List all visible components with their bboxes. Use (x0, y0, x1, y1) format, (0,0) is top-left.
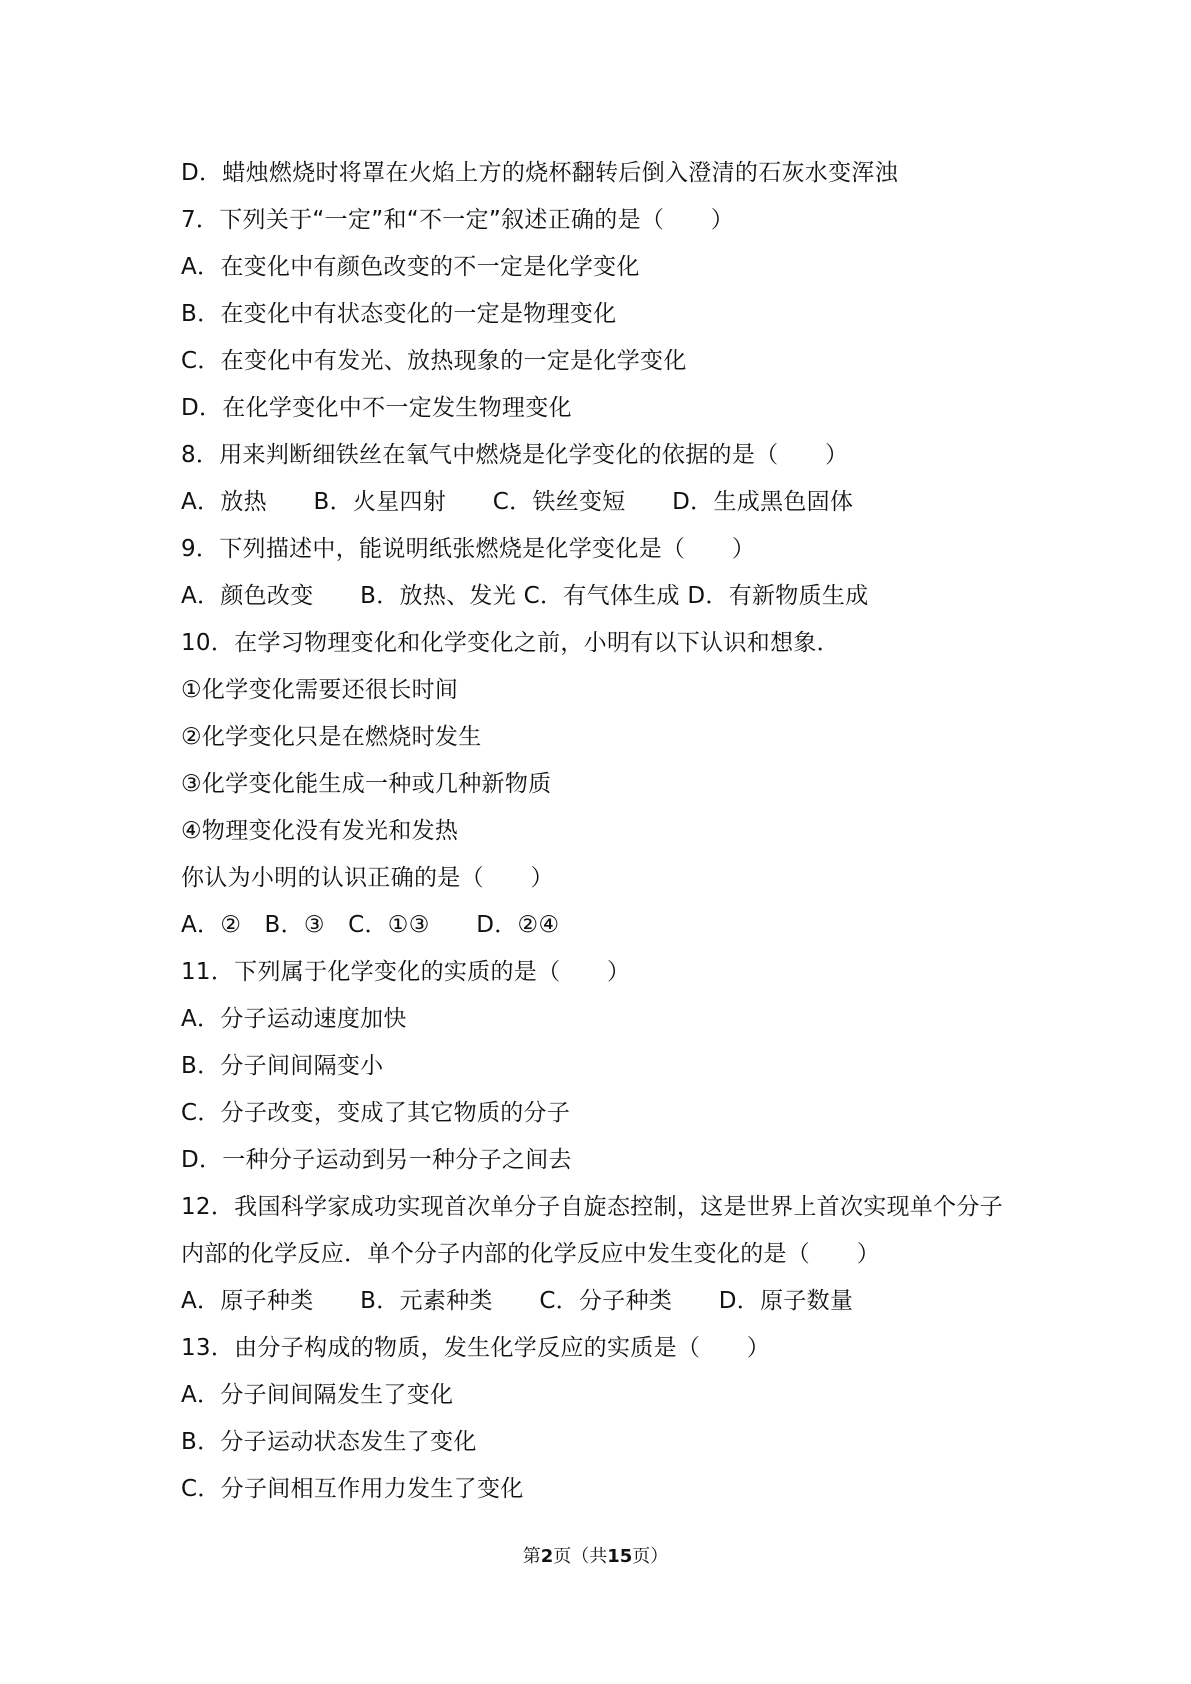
statement-line: ①化学变化需要还很长时间 (181, 677, 459, 703)
statement-line: ④物理变化没有发光和发热 (181, 818, 459, 844)
option-line: C．分子间相互作用力发生了变化 (181, 1476, 524, 1502)
statement-line: ③化学变化能生成一种或几种新物质 (181, 771, 552, 797)
footer-middle: 页（共 (553, 1546, 608, 1567)
option-line: A．放热 B．火星四射 C．铁丝变短 D．生成黑色固体 (181, 489, 854, 515)
question-line: 12．我国科学家成功实现首次单分子自旋态控制，这是世界上首次实现单个分子 (181, 1194, 1004, 1220)
option-line: C．分子改变，变成了其它物质的分子 (181, 1100, 571, 1126)
option-line: D．一种分子运动到另一种分子之间去 (181, 1147, 572, 1173)
question-line: 10．在学习物理变化和化学变化之前，小明有以下认识和想象． (181, 630, 840, 656)
option-line: D．在化学变化中不一定发生物理变化 (181, 395, 572, 421)
option-line: B．分子间间隔变小 (181, 1053, 384, 1079)
option-line: A．原子种类 B．元素种类 C．分子种类 D．原子数量 (181, 1288, 854, 1314)
question-line: 7．下列关于“一定”和“不一定”叙述正确的是（ ） (181, 207, 735, 233)
question-line: 11．下列属于化学变化的实质的是（ ） (181, 959, 631, 985)
question-line: 13．由分子构成的物质，发生化学反应的实质是（ ） (181, 1335, 771, 1361)
option-line: B．在变化中有状态变化的一定是物理变化 (181, 301, 617, 327)
question-line: 8．用来判断细铁丝在氧气中燃烧是化学变化的依据的是（ ） (181, 442, 849, 468)
option-line: D．蜡烛燃烧时将罩在火焰上方的烧杯翻转后倒入澄清的石灰水变浑浊 (181, 160, 899, 186)
page-footer (0, 1542, 1191, 1568)
option-line: A．分子运动速度加快 (181, 1006, 407, 1032)
question-line: 9．下列描述中，能说明纸张燃烧是化学变化是（ ） (181, 536, 756, 562)
footer-page-number: 2 (540, 1546, 554, 1567)
option-line: A．② B．③ C．①③ D．②④ (181, 912, 560, 938)
option-line: A．颜色改变 B．放热、发光 C．有气体生成 D．有新物质生成 (181, 583, 869, 609)
option-line: B．分子运动状态发生了变化 (181, 1429, 477, 1455)
footer-total-pages: 15 (607, 1546, 633, 1567)
question-line: 内部的化学反应．单个分子内部的化学反应中发生变化的是（ ） (181, 1241, 880, 1267)
option-line: A．分子间间隔发生了变化 (181, 1382, 454, 1408)
footer-prefix: 第 (522, 1546, 541, 1567)
option-line: C．在变化中有发光、放热现象的一定是化学变化 (181, 348, 687, 374)
page-content (181, 150, 1041, 1513)
option-line: A．在变化中有颜色改变的不一定是化学变化 (181, 254, 640, 280)
question-line: 你认为小明的认识正确的是（ ） (181, 865, 554, 891)
statement-line: ②化学变化只是在燃烧时发生 (181, 724, 482, 750)
footer-suffix: 页） (632, 1546, 669, 1567)
